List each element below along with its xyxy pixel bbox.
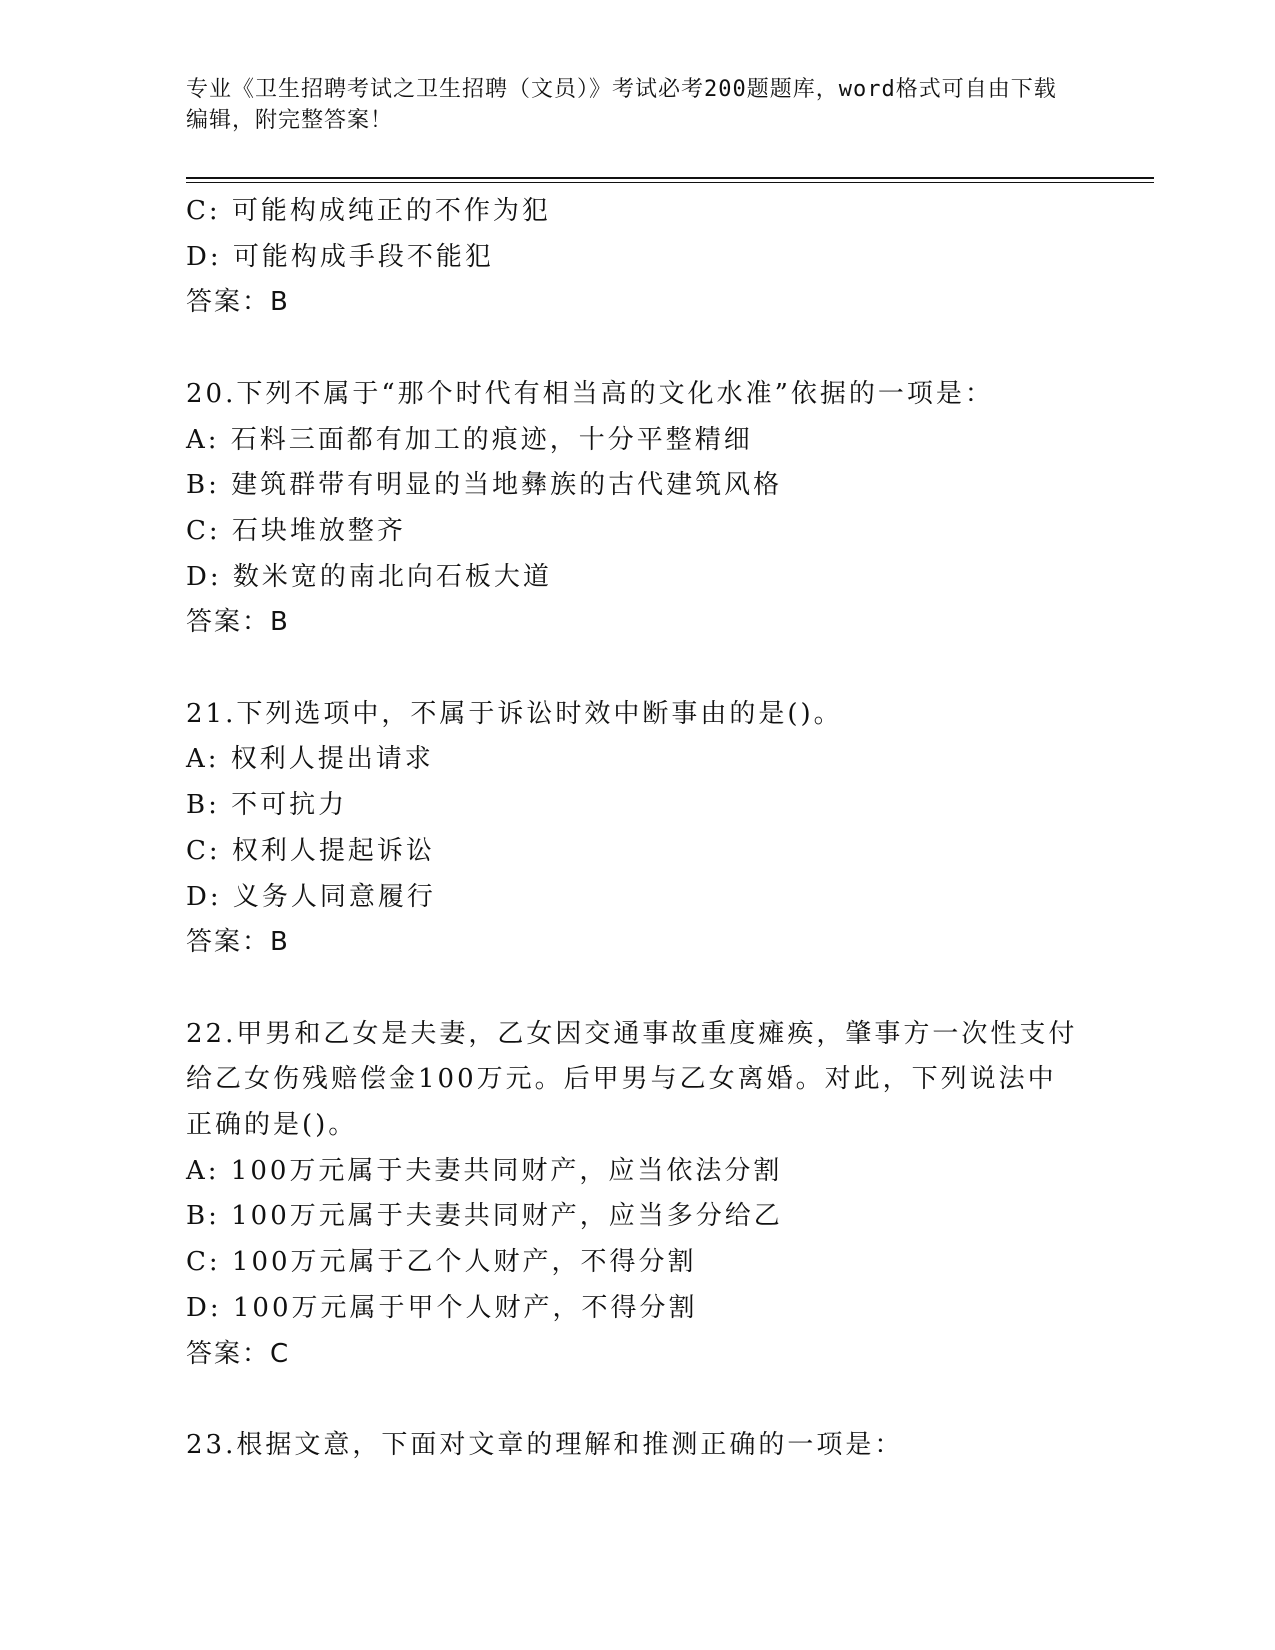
answer-line: 答案：B	[186, 927, 290, 958]
question-list	[186, 189, 1086, 1469]
answer-line: 答案：B	[186, 607, 290, 638]
answer-line: 答案：B	[186, 287, 290, 318]
spacer	[186, 966, 1086, 1012]
option-a: A: 100万元属于夫妻共同财产，应当依法分割	[186, 1155, 783, 1186]
question-text: 20.下列不属于“那个时代有相当高的文化水准”依据的一项是：	[186, 378, 994, 409]
header-divider-thin	[186, 182, 1154, 183]
option-b: B: 不可抗力	[186, 790, 348, 821]
question-19-fragment	[186, 189, 1086, 326]
option-c: C: 可能构成纯正的不作为犯	[186, 196, 551, 226]
question-21	[186, 692, 1086, 966]
question-text: 21.下列选项中，不属于诉讼时效中断事由的是()。	[186, 698, 843, 729]
option-a: A: 权利人提出请求	[186, 744, 434, 775]
option-d: D: 义务人同意履行	[186, 881, 436, 912]
option-c: C: 石块堆放整齐	[186, 515, 406, 546]
option-b: B: 100万元属于夫妻共同财产，应当多分给乙	[186, 1201, 783, 1232]
question-text-line-1: 22.甲男和乙女是夫妻，乙女因交通事故重度瘫痪，肇事方一次性支付	[186, 1018, 1078, 1049]
option-c: C: 权利人提起诉讼	[186, 835, 435, 866]
option-b: B: 建筑群带有明显的当地彝族的古代建筑风格	[186, 470, 783, 501]
question-23	[186, 1423, 1086, 1469]
question-22	[186, 1012, 1086, 1378]
option-d: D: 数米宽的南北向石板大道	[186, 561, 552, 592]
question-text-line-3: 正确的是()。	[186, 1110, 358, 1141]
question-text-line-2: 给乙女伤残赔偿金100万元。后甲男与乙女离婚。对此，下列说法中	[186, 1064, 1057, 1095]
option-d: D: 100万元属于甲个人财产，不得分割	[186, 1292, 698, 1323]
spacer	[186, 326, 1086, 372]
spacer	[186, 1377, 1086, 1423]
answer-line: 答案：C	[186, 1338, 291, 1369]
option-a: A: 石料三面都有加工的痕迹，十分平整精细	[186, 424, 753, 455]
spacer	[186, 646, 1086, 692]
header-divider-thick	[186, 177, 1154, 179]
document-header: 专业《卫生招聘考试之卫生招聘（文员）》考试必考200题题库，word格式可自由下载编辑，附完整答案！	[186, 77, 1057, 133]
option-c: C: 100万元属于乙个人财产，不得分割	[186, 1247, 697, 1278]
question-text: 23.根据文意，下面对文章的理解和推测正确的一项是：	[186, 1429, 904, 1460]
option-d: D: 可能构成手段不能犯	[186, 241, 494, 272]
question-20	[186, 372, 1086, 646]
